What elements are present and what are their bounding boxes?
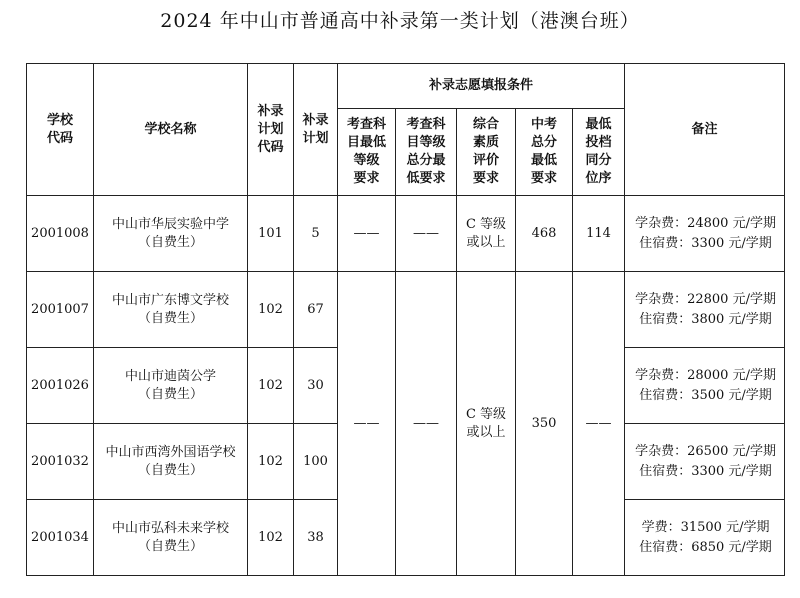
notes: 学杂费：26500 元/学期 住宿费：3300 元/学期 — [625, 424, 785, 500]
school-code: 2001026 — [27, 348, 94, 424]
notes: 学杂费：22800 元/学期 住宿费：3800 元/学期 — [625, 272, 785, 348]
subject-grade: —— — [338, 196, 396, 272]
quality-merged: C 等级 或以上 — [457, 272, 516, 576]
plan-code: 102 — [248, 424, 294, 500]
notes: 学杂费：28000 元/学期 住宿费：3500 元/学期 — [625, 348, 785, 424]
plan-code: 102 — [248, 272, 294, 348]
plan-code: 102 — [248, 348, 294, 424]
school-code: 2001034 — [27, 500, 94, 576]
header-min-score: 中考 总分 最低 要求 — [516, 109, 573, 196]
plan-count: 67 — [294, 272, 338, 348]
header-plan-code: 补录 计划 代码 — [248, 64, 294, 196]
table-row — [27, 272, 785, 348]
plan-code: 101 — [248, 196, 294, 272]
total-grade-merged: —— — [396, 272, 457, 576]
school-name: 中山市华辰实验中学 （自费生） — [94, 196, 248, 272]
header-quality: 综合 素质 评价 要求 — [457, 109, 516, 196]
plan-count: 30 — [294, 348, 338, 424]
table-row — [27, 196, 785, 272]
rank: 114 — [573, 196, 625, 272]
header-subject-grade: 考查科 目最低 等级 要求 — [338, 109, 396, 196]
subject-grade-merged: —— — [338, 272, 396, 576]
school-name: 中山市弘科未来学校 （自费生） — [94, 500, 248, 576]
school-name: 中山市广东博文学校 （自费生） — [94, 272, 248, 348]
rank-merged: —— — [573, 272, 625, 576]
header-rank: 最低 投档 同分 位序 — [573, 109, 625, 196]
header-notes: 备注 — [625, 64, 785, 196]
school-name: 中山市迪茵公学 （自费生） — [94, 348, 248, 424]
min-score: 468 — [516, 196, 573, 272]
admission-plan-table — [26, 63, 785, 576]
header-plan-count: 补录 计划 — [294, 64, 338, 196]
min-score-merged: 350 — [516, 272, 573, 576]
school-code: 2001008 — [27, 196, 94, 272]
school-code: 2001007 — [27, 272, 94, 348]
plan-code: 102 — [248, 500, 294, 576]
notes: 学杂费：24800 元/学期 住宿费：3300 元/学期 — [625, 196, 785, 272]
school-code: 2001032 — [27, 424, 94, 500]
plan-count: 38 — [294, 500, 338, 576]
header-school-code: 学校 代码 — [27, 64, 94, 196]
plan-count: 5 — [294, 196, 338, 272]
header-conditions: 补录志愿填报条件 — [338, 64, 625, 109]
page-title: 2024 年中山市普通高中补录第一类计划（港澳台班） — [160, 10, 640, 32]
header-total-grade: 考查科 目等级 总分最 低要求 — [396, 109, 457, 196]
plan-count: 100 — [294, 424, 338, 500]
notes: 学费：31500 元/学期 住宿费：6850 元/学期 — [625, 500, 785, 576]
school-name: 中山市西湾外国语学校 （自费生） — [94, 424, 248, 500]
quality: C 等级 或以上 — [457, 196, 516, 272]
total-grade: —— — [396, 196, 457, 272]
header-school-name: 学校名称 — [94, 64, 248, 196]
